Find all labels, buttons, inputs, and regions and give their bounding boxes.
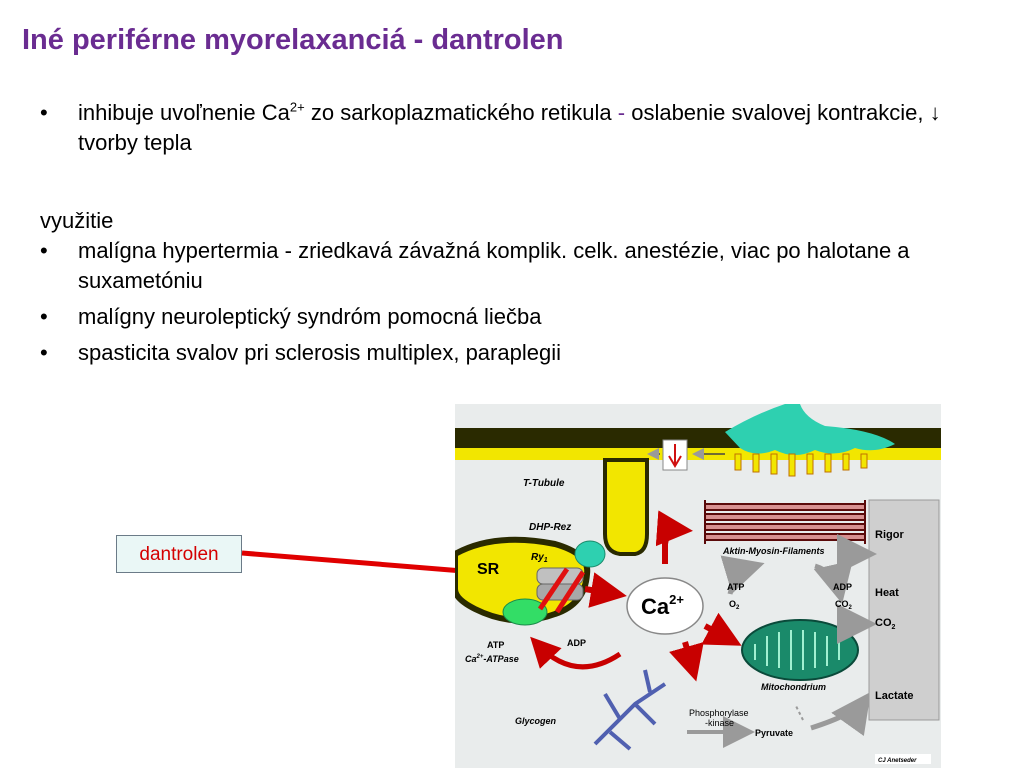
bullet-mechanism-text: inhibuje uvoľnenie Ca xyxy=(78,100,290,125)
label-heat: Heat xyxy=(875,587,899,599)
label-lactate: Lactate xyxy=(875,690,914,702)
label-glycogen: Glycogen xyxy=(515,716,557,726)
ca-atpase-pump xyxy=(503,599,547,625)
label-rigor: Rigor xyxy=(875,529,904,541)
label-ry: $Ry_1$ xyxy=(531,552,548,564)
slide-title: Iné periférne myorelaxanciá - dantrolen xyxy=(22,24,564,56)
mitochondrion xyxy=(742,620,858,680)
label-atp-right: ATP xyxy=(727,582,745,592)
bullet-mechanism-text-post: oslabenie svalovej kontrakcie, ↓ tvorby tepla xyxy=(78,100,941,155)
usage-item-nms: • malígny neuroleptický syndróm pomocná liečba xyxy=(40,302,1000,332)
bullet-mechanism-text-mid: zo sarkoplazmatického retikula xyxy=(304,100,618,125)
label-adp-left: ADP xyxy=(567,638,587,648)
usage-item-spasticity: • spasticita svalov pri sclerosis multiplex, paraplegii xyxy=(40,338,1000,368)
label-sr: SR xyxy=(477,561,500,578)
label-actin-myosin: Aktin-Myosin-Filaments xyxy=(723,546,825,556)
label-atp-left: ATP xyxy=(487,640,505,650)
dhp-receptor xyxy=(575,541,605,567)
label-co2-right: $CO_2$ xyxy=(835,599,852,611)
ca-superscript: 2+ xyxy=(289,99,305,115)
label-adp-right: ADP xyxy=(833,582,853,592)
label-credit: CJ Anetseder xyxy=(878,758,917,764)
label-pyruvate: Pyruvate xyxy=(755,728,794,738)
label-dhp: DHP-Rez xyxy=(529,522,572,533)
label-ca-center: $Ca^{2+}$ xyxy=(641,592,684,619)
label-o2: $O_2$ xyxy=(729,599,740,611)
label-co2: $CO_2$ xyxy=(875,617,896,631)
t-tubule-shape xyxy=(605,460,647,554)
label-phosphorylase: Phosphorylase xyxy=(689,708,749,718)
muscle-cell-diagram xyxy=(455,404,941,768)
usage-heading: využitie xyxy=(40,208,114,233)
bullet-dash: - xyxy=(617,100,626,125)
label-t-tubule: T-Tubule xyxy=(523,478,565,489)
label-mitochondrium: Mitochondrium xyxy=(761,682,826,692)
dantrolen-callout: dantrolen xyxy=(116,535,242,573)
label-kinase: -kinase xyxy=(705,718,735,728)
label-ca-atpase: $Ca^{2+}$-ATPase xyxy=(465,654,519,664)
usage-item-hyperthermia: • malígna hypertermia - zriedkavá závažná komplik. celk. anestézie, viac po halotane a suxametóniu xyxy=(40,236,1000,296)
